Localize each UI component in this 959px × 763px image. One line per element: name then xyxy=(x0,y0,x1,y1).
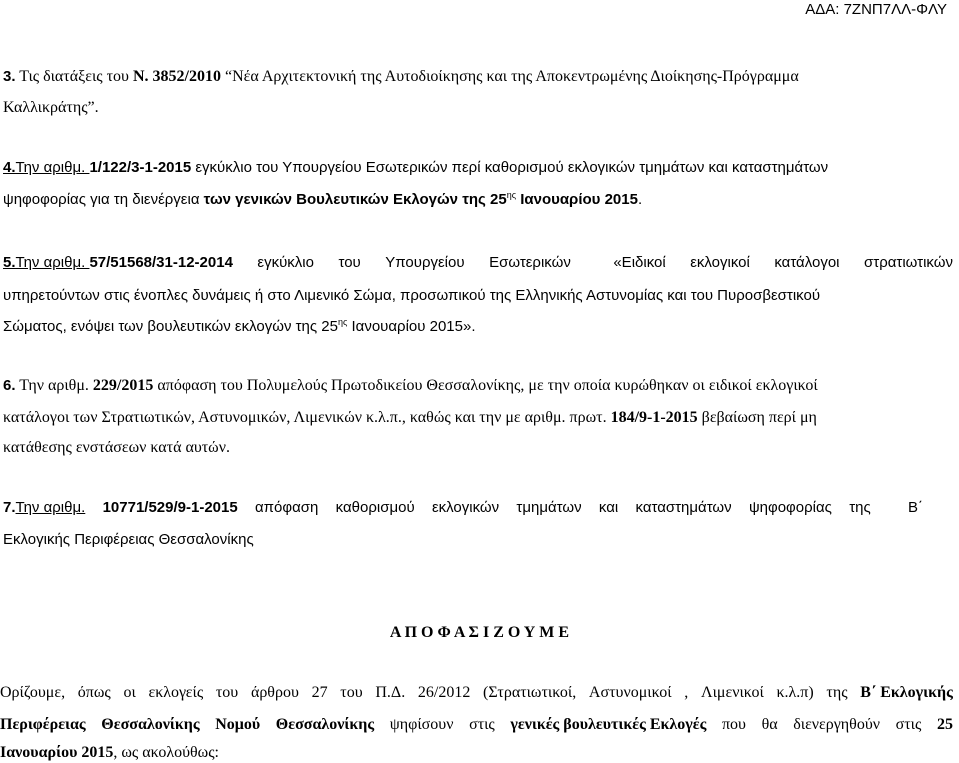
ada-code: ΑΔΑ: 7ΖΝΠ7ΛΛ-ΦΛΥ xyxy=(805,1,947,18)
word: καταστημάτων xyxy=(635,499,732,516)
item-7-line-2: Εκλογικής Περιφέρειας Θεσσαλονίκης xyxy=(3,531,254,548)
item-6-text: απόφαση του Πολυμελούς Πρωτοδικείου Θεσσαλονίκης, με την οποία κυρώθηκαν οι ειδικοί εκλογικοί xyxy=(153,377,818,394)
item-3-line-2: Καλλικράτης”. xyxy=(3,99,99,116)
word: όπως xyxy=(77,684,111,701)
item-6-number: 6. xyxy=(3,377,16,394)
item-5-number: 5. xyxy=(3,254,16,271)
item-5-text-3: Σώματος, ενόψει των βουλευτικών εκλογών της 25 xyxy=(3,318,338,335)
word: στις xyxy=(469,716,495,733)
word: κατάλογοι xyxy=(774,254,840,271)
word: Β΄ xyxy=(907,499,923,516)
item-4-reference: 1/122/3-1-2015 xyxy=(89,159,192,176)
item-4-number: 4. xyxy=(3,159,16,176)
item-6-line-1 xyxy=(3,376,953,396)
word: 25 xyxy=(936,716,953,733)
word: διενεργηθούν xyxy=(793,716,880,733)
word: άρθρου xyxy=(250,684,299,701)
item-4-text-2: ψηφοφορίας για τη διενέργεια xyxy=(3,191,204,208)
item-6-prefix: Την αριθμ. xyxy=(15,377,93,394)
word: της xyxy=(826,684,848,701)
word: Β΄ Εκλογικής xyxy=(860,684,953,701)
word: , xyxy=(684,684,689,701)
item-5-prefix: Την αριθμ. xyxy=(15,254,90,271)
word: εγκύκλιο xyxy=(257,254,314,271)
item-4-line-1 xyxy=(3,158,953,178)
word: καθορισμού xyxy=(335,499,415,516)
word: που xyxy=(721,716,746,733)
word: Εσωτερικών xyxy=(489,254,571,271)
decision-heading: Α Π Ο Φ Α Σ Ι Ζ Ο Υ Μ Ε xyxy=(389,624,570,641)
item-4-bold-2: Ιανουαρίου 2015 xyxy=(516,191,638,208)
word: απόφαση xyxy=(255,499,319,516)
item-5-start xyxy=(3,253,233,273)
final-line-3 xyxy=(0,743,953,763)
final-line-2 xyxy=(0,715,953,735)
item-3-number: 3. xyxy=(3,68,16,85)
item-4-end: . xyxy=(637,191,643,208)
item-6-line-2 xyxy=(3,408,953,428)
word: κ.λ.π) xyxy=(776,684,814,701)
item-7-number: 7. xyxy=(3,499,16,516)
word: 26/2012 xyxy=(417,684,471,701)
word: Ορίζουμε, xyxy=(0,684,66,701)
item-5-line-3 xyxy=(3,317,953,337)
word: οι xyxy=(123,684,136,701)
word: του xyxy=(340,684,363,701)
item-6-reference: 229/2015 xyxy=(92,377,154,394)
item-5-line-1 xyxy=(3,253,953,273)
word: Π.Δ. xyxy=(375,684,406,701)
item-3-title: “Νέα Αρχιτεκτονική της Αυτοδιοίκησης και της Αποκεντρωμένης Διοίκησης-Πρόγραμμα xyxy=(220,68,799,85)
item-5-sup: ης xyxy=(337,317,348,327)
item-5-line-2: υπηρετούντων στις ένοπλες δυνάμεις ή στο Λιμενικό Σώμα, προσωπικού της Ελληνικής Αστυνομίας και του Πυροσβεστικού xyxy=(3,287,821,304)
item-6-reference-2: 184/9-1-2015 xyxy=(610,409,698,426)
item-7-start xyxy=(3,498,85,518)
item-7-reference: 10771/529/9-1-2015 xyxy=(102,499,238,516)
item-7-prefix: Την αριθμ. xyxy=(15,499,86,516)
word: Θεσσαλονίκης xyxy=(101,716,200,733)
item-7-line-1 xyxy=(3,498,953,518)
word: στρατιωτικών xyxy=(864,254,953,271)
final-date: Ιανουαρίου 2015 xyxy=(0,744,114,761)
word: στις xyxy=(895,716,922,733)
word: εκλογικοί xyxy=(690,254,750,271)
item-5-end: Ιανουαρίου 2015». xyxy=(347,318,476,335)
word: τμημάτων xyxy=(516,499,582,516)
item-4-line-2 xyxy=(3,190,953,210)
item-3-text: Τις διατάξεις του xyxy=(15,68,133,85)
word: Νομού xyxy=(215,716,261,733)
word: του xyxy=(215,684,239,701)
word: Θεσσαλονίκης xyxy=(275,716,375,733)
item-5-reference: 57/51568/31-12-2014 xyxy=(89,254,233,271)
word: ψηφοφορίας xyxy=(748,499,832,516)
word: και xyxy=(598,499,619,516)
item-4-bold: των γενικών Βουλευτικών Εκλογών της 25 xyxy=(203,191,507,208)
item-4-sup: ης xyxy=(506,190,517,200)
word: (Στρατιωτικοί, xyxy=(483,684,577,701)
word: «Ειδικοί xyxy=(613,254,666,271)
item-6-text-3: βεβαίωση περί μη xyxy=(697,409,817,426)
final-line-1 xyxy=(0,683,953,703)
word: Αστυνομικοί xyxy=(588,684,672,701)
final-end: , ως ακολούθως: xyxy=(113,744,219,761)
item-6-text-2: κατάλογοι των Στρατιωτικών, Αστυνομικών, Λιμενικών κ.λ.π., καθώς και την με αριθμ. πρωτ. xyxy=(3,409,611,426)
word: εκλογικών xyxy=(431,499,500,516)
word: θα xyxy=(761,716,778,733)
word: της xyxy=(849,499,871,516)
word: γενικές βουλευτικές Εκλογές xyxy=(510,716,707,733)
item-6-line-3: κατάθεσης ενστάσεων κατά αυτών. xyxy=(3,439,230,456)
item-4-text: εγκύκλιο του Υπουργείου Εσωτερικών περί καθορισμού εκλογικών τμημάτων και καταστημάτων xyxy=(191,159,829,176)
word: εκλογείς xyxy=(148,684,204,701)
word: Περιφέρειας xyxy=(0,716,86,733)
word: 27 xyxy=(311,684,328,701)
law-reference: Ν. 3852/2010 xyxy=(132,68,221,85)
word: ψηφίσουν xyxy=(389,716,454,733)
item-4-prefix: Την αριθμ. xyxy=(15,159,90,176)
word: Υπουργείου xyxy=(385,254,465,271)
word: του xyxy=(338,254,361,271)
word: Λιμενικοί xyxy=(701,684,764,701)
item-3-line-1 xyxy=(3,67,953,87)
